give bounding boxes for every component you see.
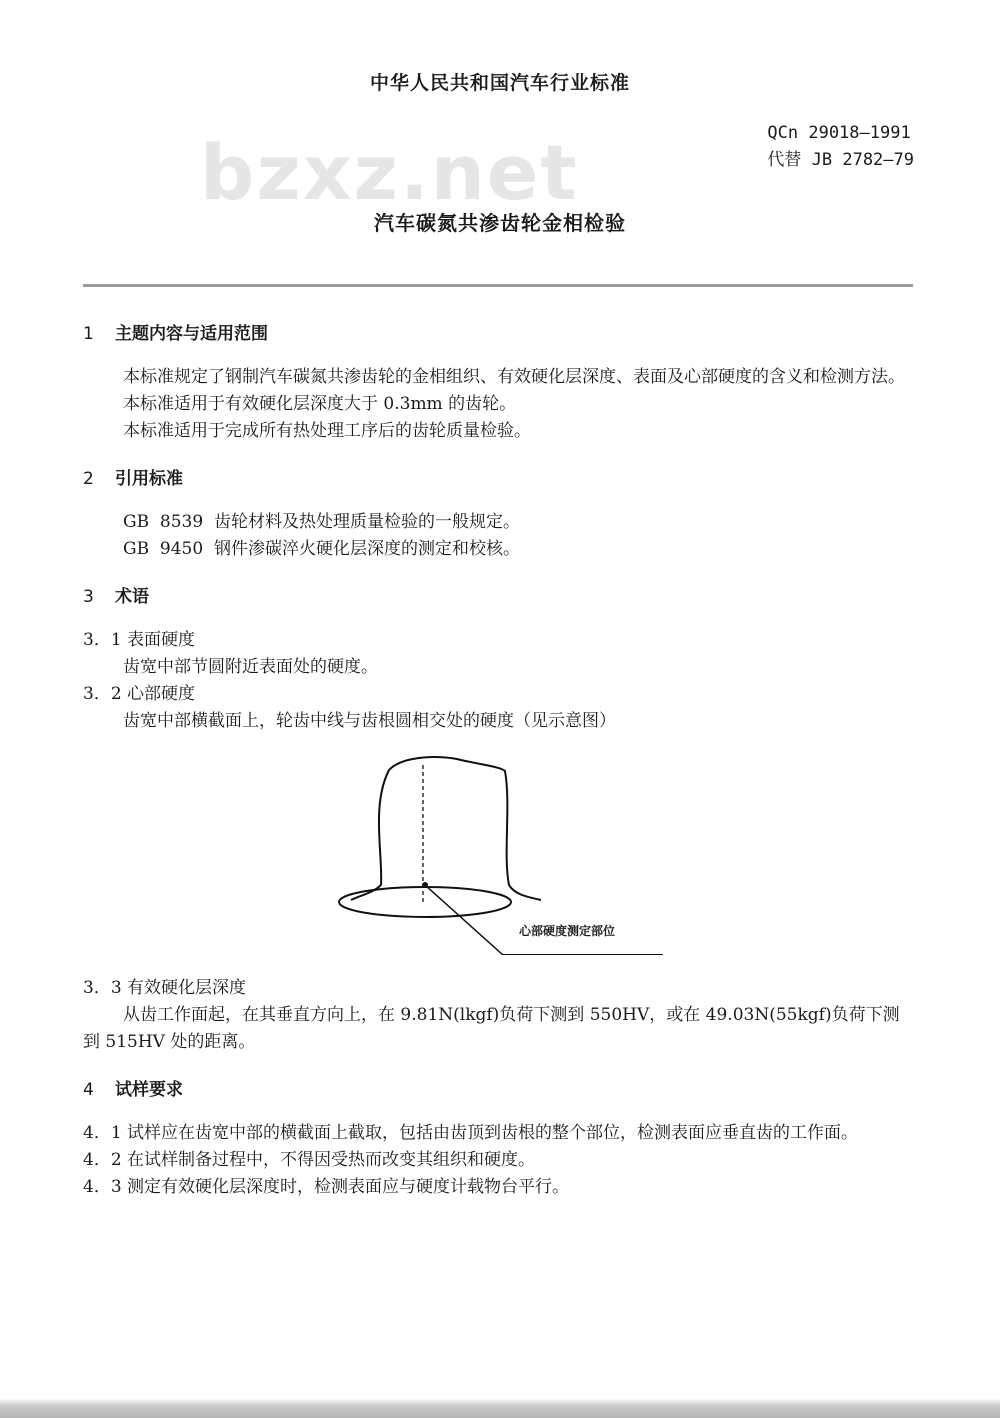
paragraph: 本标准规定了钢制汽车碳氮共渗齿轮的金相组织、有效硬化层深度、表面及心部硬度的含义和检测方法。: [123, 367, 905, 387]
replaces-standard: 代替 JB 2782—79: [767, 150, 914, 170]
document-body: [83, 320, 913, 1201]
requirement-item: 4．2 在试样制备过程中，不得因受热而改变其组织和硬度。: [83, 1150, 536, 1170]
reference-item: GB 9450 钢件渗碳淬火硬化层深度的测定和校核。: [123, 539, 520, 559]
section-title: 主题内容与适用范围: [115, 324, 268, 344]
standard-code-block: [767, 120, 914, 174]
section-number: 3: [83, 587, 94, 607]
term-definition: 齿宽中部横截面上，轮齿中线与齿根圆相交处的硬度（见示意图）: [123, 711, 616, 731]
section-number: 1: [83, 324, 94, 344]
section-2-heading: [83, 465, 913, 493]
gear-tooth-diagram: [83, 735, 913, 975]
figure-callout-label: 心部硬度测定部位: [519, 924, 616, 938]
standard-body-heading: 中华人民共和国汽车行业标准: [369, 72, 630, 94]
term-heading: 3．1 表面硬度: [83, 630, 196, 650]
standard-code: QCn 29018—1991: [767, 123, 911, 143]
document-title: 汽车碳氮共渗齿轮金相检验: [374, 211, 626, 235]
requirement-item: 4．3 测定有效硬化层深度时，检测表面应与硬度计载物台平行。: [83, 1177, 570, 1197]
title-divider: [83, 284, 913, 287]
section-4-heading: [83, 1076, 913, 1104]
reference-item: GB 8539 齿轮材料及热处理质量检验的一般规定。: [123, 512, 520, 532]
section-3-heading: [83, 583, 913, 611]
requirement-item: 4．1 试样应在齿宽中部的横截面上截取，包括由齿顶到齿根的整个部位，检测表面应垂直齿的工作面。: [83, 1123, 859, 1143]
term-heading: 3．2 心部硬度: [83, 684, 196, 704]
section-title: 术语: [115, 587, 149, 607]
term-definition: 齿宽中部节圆附近表面处的硬度。: [123, 657, 378, 677]
section-title: 引用标准: [115, 469, 183, 489]
term-heading: 3．3 有效硬化层深度: [83, 978, 247, 998]
term-definition: 从齿工作面起，在其垂直方向上，在 9.81N(lkgf)负荷下测到 550HV，或在 49.03N(55kgf)负荷下测到 515HV 处的距离。: [83, 1005, 900, 1052]
section-number: 2: [83, 469, 94, 489]
section-number: 4: [83, 1080, 94, 1100]
watermark-text: bzxz.net: [200, 128, 579, 217]
page-bottom-edge: [0, 1398, 1000, 1418]
section-title: 试样要求: [115, 1080, 183, 1100]
paragraph: 本标准适用于完成所有热处理工序后的齿轮质量检验。: [123, 421, 531, 441]
paragraph: 本标准适用于有效硬化层深度大于 0.3mm 的齿轮。: [123, 394, 517, 414]
section-1-heading: [83, 320, 913, 348]
